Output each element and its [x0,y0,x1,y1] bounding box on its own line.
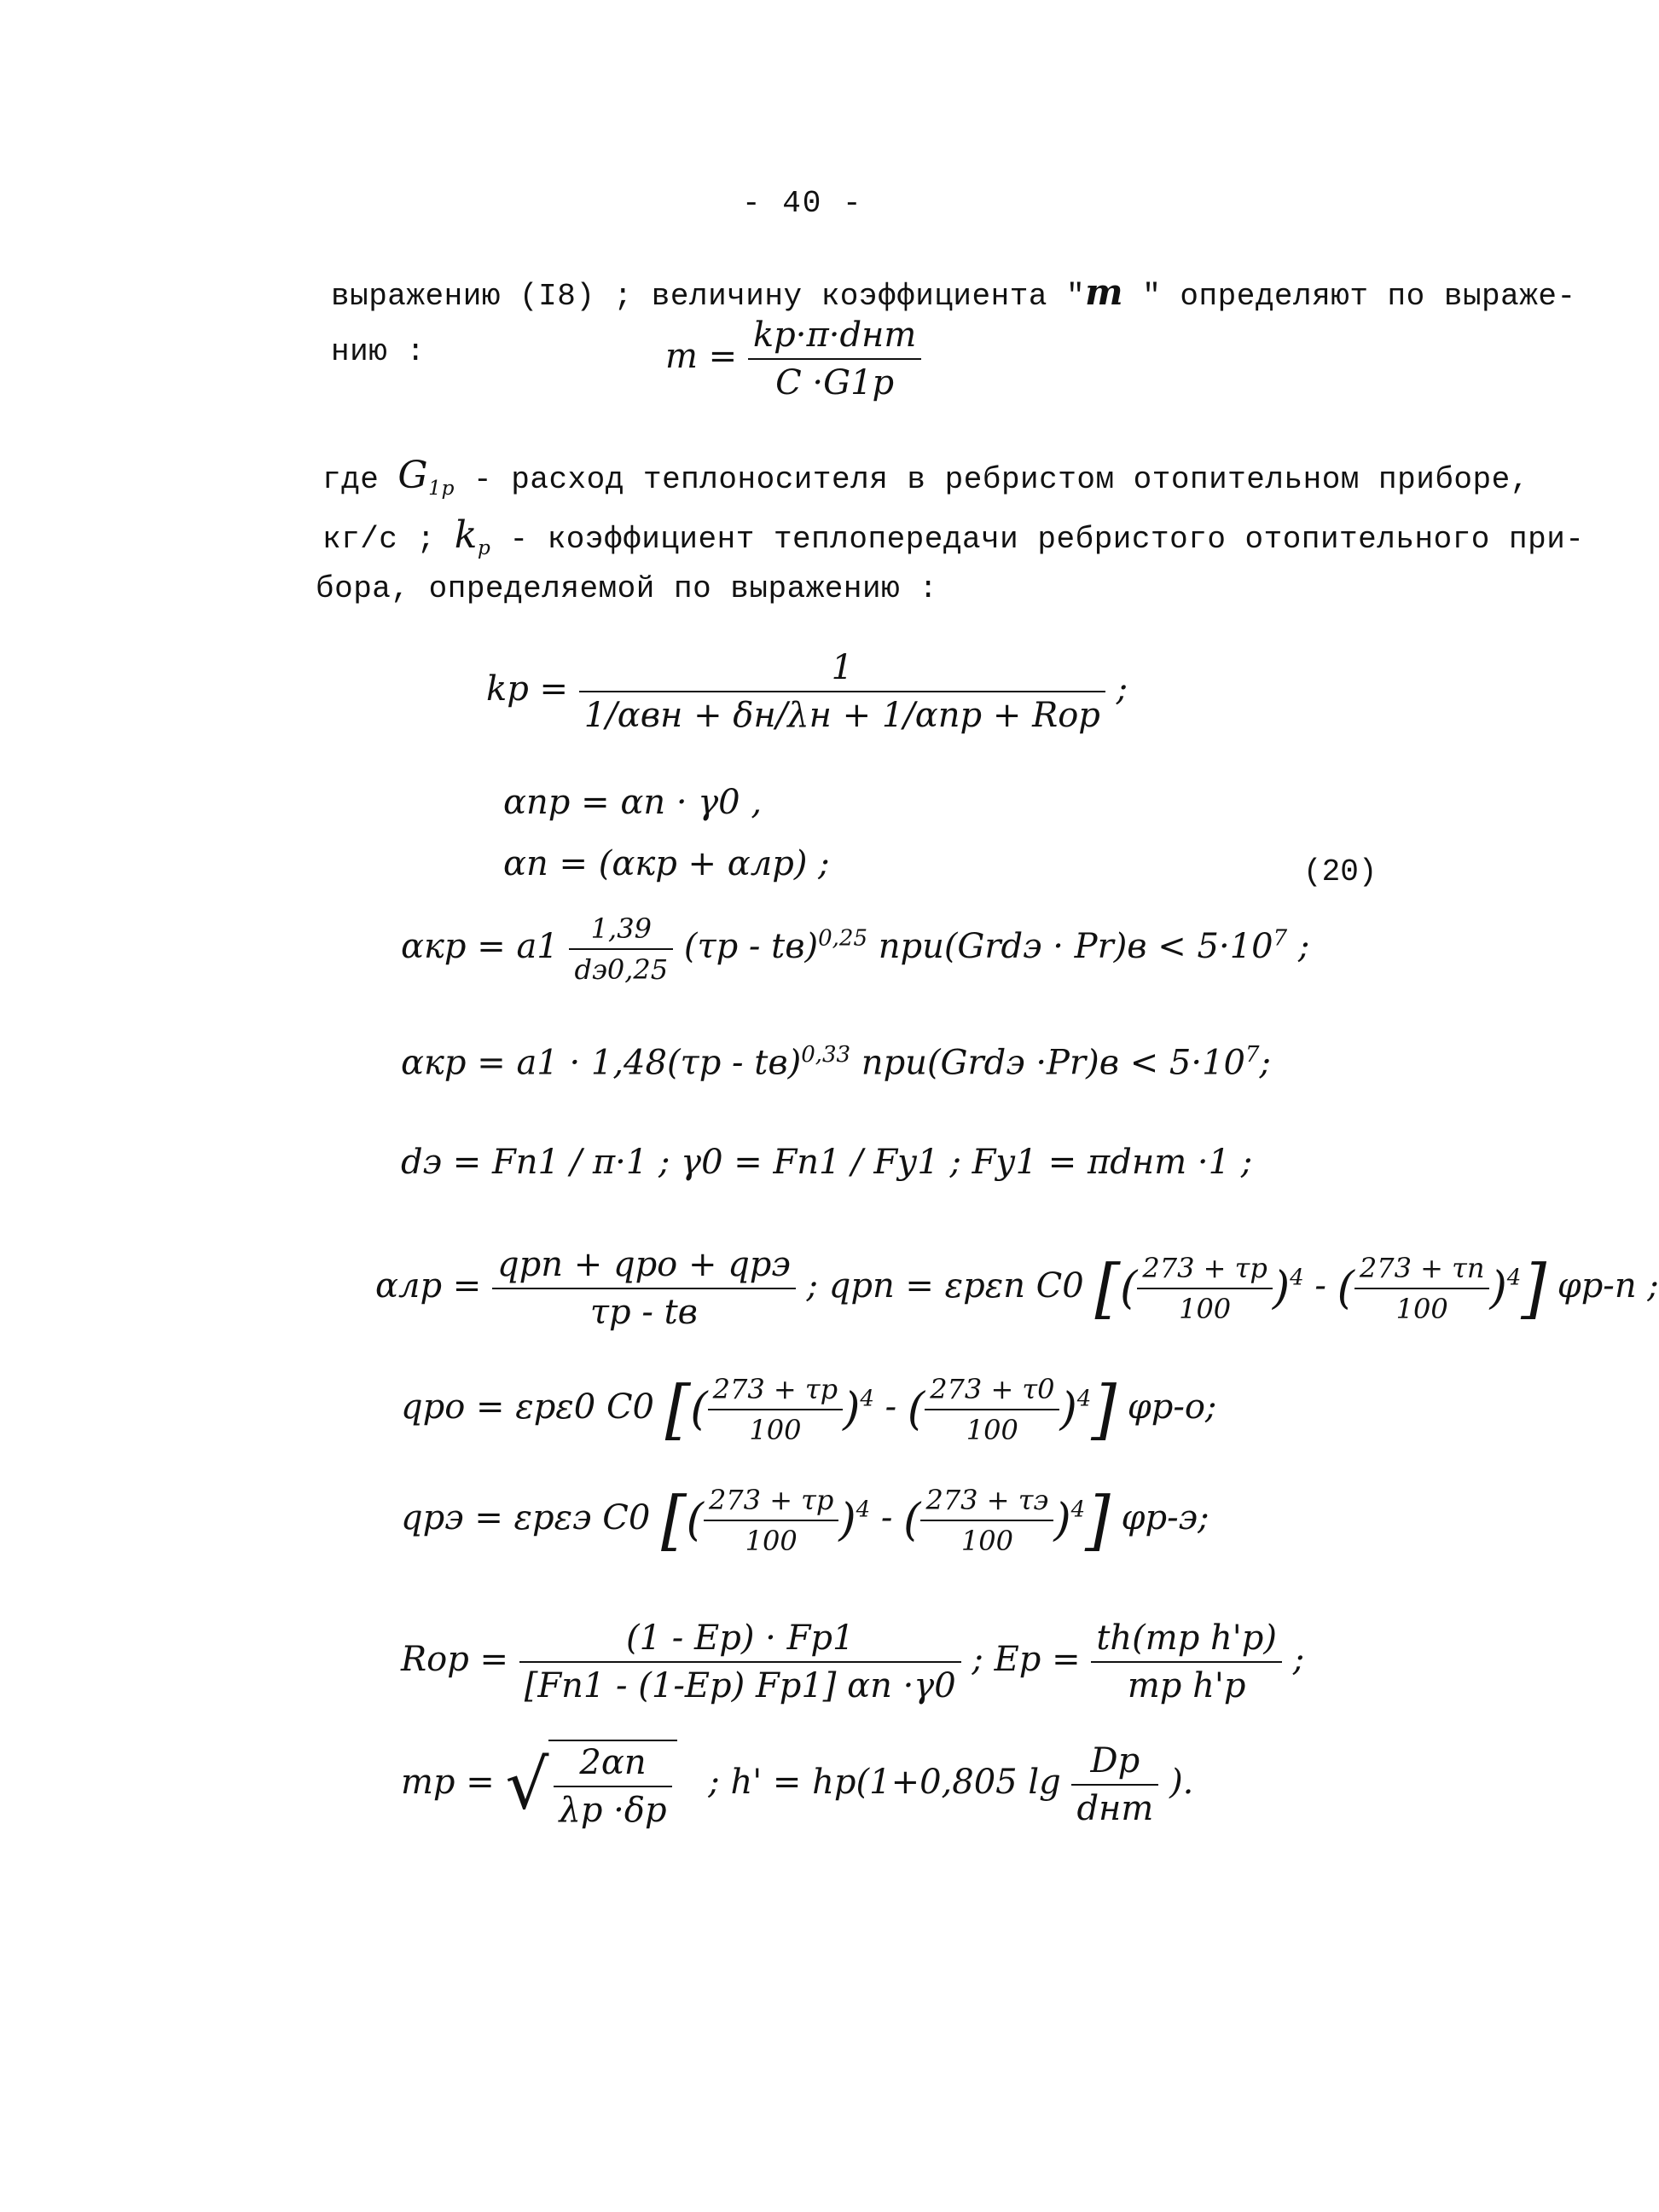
text-line-1-end: " определяют по выраже- [1123,279,1576,314]
text-line-3 [322,454,1529,500]
text-line-1-start: выражению (I8) ; величину коэффициента " [331,279,1086,314]
equation-rop-lhs: Rор = [401,1640,509,1679]
equation-kp-denominator: 1/αвн + δн/λн + 1/αпр + Rор [583,696,1100,735]
equation-alpha-kr-2-condition: при(Grdэ ·Pr)в < 5·10 [850,1043,1245,1083]
equation-qre-lhs: qрэ = εрεэ C0 [401,1498,651,1537]
equation-mp [401,1740,1193,1830]
equation-mp-fraction: $\frac{2\alpha п}{\lambda р \cdot\delta р}$ [554,1743,671,1830]
text-line-4-start: кг/с ; [322,522,455,557]
equation-m-denominator: C ·G1р [775,363,895,402]
equation-qre-term-2: $\frac{273 + \tau э}{100}$ [920,1484,1053,1557]
equation-qrp-lhs: ; qрп = εрεп C0 [806,1266,1084,1306]
equation-alpha-lr-fraction [492,1245,796,1332]
text-line-4-end: - коэффициент теплопередачи ребристого отопительного при- [490,522,1585,557]
equation-alpha-kr-1-body: (τр - tв) [683,927,819,966]
text-line-1 [331,271,1576,314]
equation-alpha-pr: αпр = αп · γ0 , [503,783,763,822]
equation-qro-term-1: $\frac{273 + \tau р}{100}$ [708,1373,843,1446]
equation-alpha-kr-1 [401,912,1309,986]
equation-alpha-kr-1-numerator: 1,39 [569,912,673,950]
symbol-g-subscript: 1р [428,476,455,501]
equation-alpha-lr: αлр = $\frac{\text{qрп + qро + qрэ}}{\tau р - tв}$ ; qрп = εрεп C0 [( $\frac{273 + \tau р}{100}$ )$^4$ - ( $\frac{273 + \tau п}{100}$ )$^4$] φр-п ; [375,1245,1659,1332]
equation-rop-denominator: [Fп1 - (1-Eр) Fр1] αп ·γ0 [524,1666,956,1705]
equation-ep-numerator: th(mр h'р) [1091,1618,1282,1663]
equation-ep-fraction [1091,1618,1282,1705]
equation-qrp-term-2: $\frac{273 + \tau п}{100}$ [1354,1252,1490,1325]
equation-m-numerator: kр·π·dнт [748,316,921,360]
equation-rop-fraction [519,1618,961,1705]
equation-alpha-kr-2-exponent: 0,33 [801,1042,851,1068]
equation-h-body: ; h' = hр(1+0,805 lg [708,1763,1061,1802]
equation-alpha-lr-lhs: αлр = [375,1266,482,1306]
equation-qre-term-1: $\frac{273 + \tau р}{100}$ [704,1484,838,1557]
equation-ep-denominator: mр h'р [1127,1666,1246,1705]
text-line-2: нию : [331,334,426,369]
equation-alpha-kr-2 [401,1042,1271,1082]
equation-alpha-kr-1-lhs: αкр = a1 [401,927,559,966]
equation-rop [401,1618,1304,1705]
equation-m [665,316,921,402]
equation-h-fraction: $\frac{Dр}{\text{dнт}}$ [1071,1741,1158,1828]
equation-rop-numerator: (1 - Eр) · Fр1 [519,1618,961,1663]
equation-number: (20) [1303,854,1378,889]
equation-alpha-kr-1-condition: при(Grdэ · Pr)в < 5·10 [867,927,1273,966]
equation-kp [486,648,1128,735]
equation-h-end: ). [1169,1763,1194,1802]
equation-m-fraction [748,316,921,402]
equation-mp-lhs: mр = [401,1763,495,1802]
equation-alpha-lr-denominator: τр - tв [589,1293,698,1332]
equation-alpha-kr-2-exponent-2: 7 [1244,1042,1260,1068]
equation-kp-numerator: 1 [579,648,1105,692]
sqrt-sign: √ [505,1745,549,1825]
equation-kp-lhs: kр = [486,669,569,709]
equation-qrp-end: φр-п ; [1557,1266,1659,1306]
equation-qre-end: φр-э; [1121,1498,1209,1537]
equation-ep-end: ; [1292,1640,1305,1679]
equation-kp-end: ; [1116,669,1128,709]
text-line-4 [322,513,1584,559]
equation-alpha-kr-1-fraction [569,912,673,986]
symbol-m: m [1085,271,1124,313]
symbol-k: k [454,513,478,557]
equation-qro-end: φр-о; [1127,1387,1217,1427]
equation-qro: qро = εрε0 C0 [( $\frac{273 + \tau р}{100}$ )$^4$ - ( $\frac{273 + \tau 0}{100}$ )$^4$] φр-о; [401,1371,1217,1447]
equation-alpha-kr-1-end: ; [1287,927,1310,966]
equation-mp-radical [548,1740,676,1830]
equation-alpha-p: αп = (αкр + αлр) ; [503,844,830,883]
equation-qro-term-2: $\frac{273 + \tau 0}{100}$ [925,1373,1059,1446]
equation-m-lhs: m = [665,337,738,376]
equation-alpha-lr-numerator: qрп + qро + qрэ [492,1245,796,1289]
equation-qre: qрэ = εрεэ C0 [( $\frac{273 + \tau р}{100}$ )$^4$ - ( $\frac{273 + \tau э}{100}$ )$^4$] φр-э; [401,1482,1209,1558]
equation-kp-fraction [579,648,1105,735]
equation-de: dэ = Fп1 / π·1 ; γ0 = Fп1 / Fу1 ; Fу1 = πdнт ·1 ; [401,1143,1253,1182]
equation-alpha-kr-1-exponent-2: 7 [1273,925,1288,952]
text-line-5: бора, определяемой по выражению : [316,571,938,606]
equation-alpha-kr-1-denominator: dэ0,25 [574,953,669,986]
symbol-g: G [397,454,429,497]
equation-alpha-kr-1-exponent: 0,25 [818,925,867,952]
equation-qrp-term-1: $\frac{273 + \tau р}{100}$ [1137,1252,1272,1325]
equation-alpha-kr-2-body: αкр = a1 · 1,48(τр - tв) [401,1043,802,1083]
text-line-3-start: где [322,462,398,497]
equation-qro-lhs: qро = εрε0 C0 [401,1387,654,1427]
text-line-3-end: - расход теплоносителя в ребристом отопительном приборе, [454,462,1529,497]
page-number: - 40 - [742,186,863,221]
equation-alpha-kr-2-end: ; [1259,1043,1272,1083]
equation-ep-lhs: ; Eр = [972,1640,1081,1679]
symbol-k-subscript: р [477,536,491,560]
